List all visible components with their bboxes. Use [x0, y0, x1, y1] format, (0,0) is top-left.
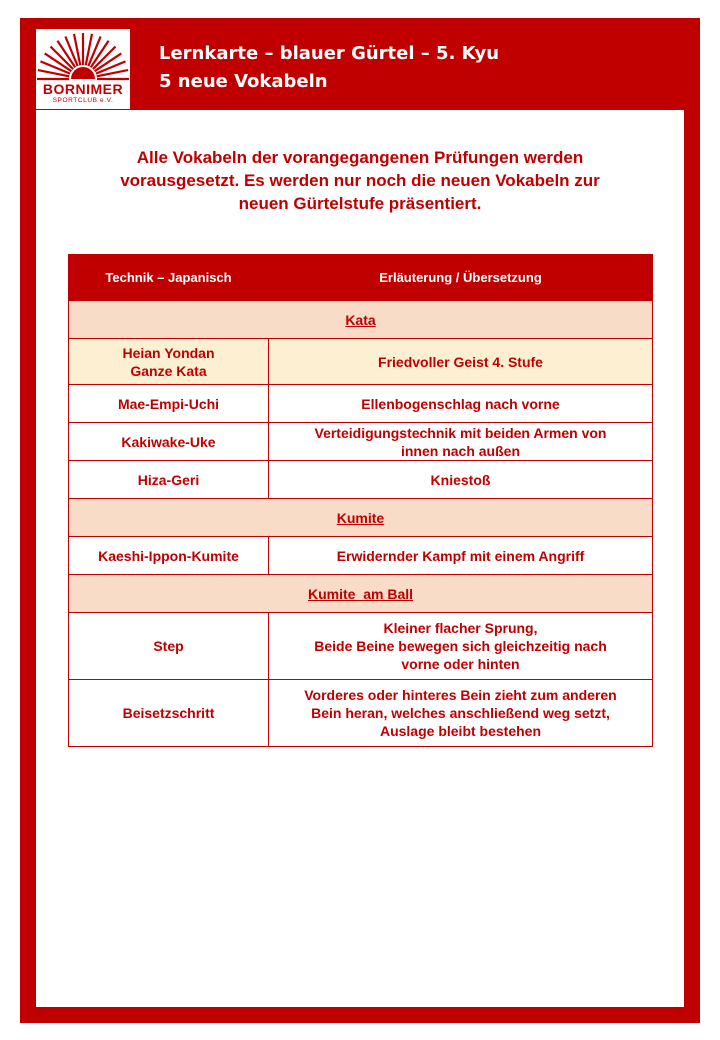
table-row	[69, 385, 653, 423]
sunburst-icon	[36, 29, 130, 85]
description-cell: Friedvoller Geist 4. Stufe	[269, 339, 653, 385]
term-cell: Beisetzschritt	[69, 680, 269, 747]
section-row-kata	[69, 301, 653, 339]
description-cell: Ellenbogenschlag nach vorne	[269, 385, 653, 423]
term-cell: Kakiwake-Uke	[69, 423, 269, 461]
description-cell: Kleiner flacher Sprung, Beide Beine bewegen sich gleichzeitig nach vorne oder hinten	[269, 613, 653, 680]
sun-disc	[71, 67, 95, 79]
intro-text: Alle Vokabeln der vorangegangenen Prüfungen werden vorausgesetzt. Es werden nur noch die neuen Vokabeln zur neuen Gürtelstufe präsentiert.	[120, 148, 600, 213]
table-row	[69, 461, 653, 499]
title-line-2: 5 neue Vokabeln	[159, 71, 328, 92]
table-row	[69, 537, 653, 575]
term-cell: Heian Yondan Ganze Kata	[69, 339, 269, 385]
section-label: Kumite am Ball	[307, 585, 414, 602]
section-label: Kata	[345, 311, 376, 328]
table-row	[69, 680, 653, 747]
table-row	[69, 423, 653, 461]
title-line-1: Lernkarte – blauer Gürtel – 5. Kyu	[159, 43, 500, 64]
section-label: Kumite	[336, 509, 385, 526]
description-cell: Kniestoß	[269, 461, 653, 499]
term-cell: Hiza-Geri	[69, 461, 269, 499]
term-cell: Mae-Empi-Uchi	[69, 385, 269, 423]
description-cell: Erwidernder Kampf mit einem Angriff	[269, 537, 653, 575]
table-header	[69, 255, 653, 301]
column-header-erlaeuterung: Erläuterung / Übersetzung	[269, 255, 653, 301]
description-cell: Vorderes oder hinteres Bein zieht zum anderen Bein heran, welches anschließend weg setzt, Auslage bleibt bestehen	[269, 680, 653, 747]
vocabulary-table	[68, 254, 653, 747]
term-cell: Kaeshi-Ippon-Kumite	[69, 537, 269, 575]
table-row	[69, 613, 653, 680]
section-row-kumite	[69, 499, 653, 537]
logo-subtitle: SPORTCLUB e.V.	[52, 97, 114, 104]
description-cell: Verteidigungstechnik mit beiden Armen von innen nach außen	[269, 423, 653, 461]
club-logo	[36, 29, 130, 109]
section-row-kumite-ball	[69, 575, 653, 613]
column-header-technik: Technik – Japanisch	[69, 255, 269, 301]
page-title	[159, 40, 499, 96]
term-cell: Step	[69, 613, 269, 680]
table-row	[69, 339, 653, 385]
logo-name: BORNIMER	[42, 81, 124, 97]
